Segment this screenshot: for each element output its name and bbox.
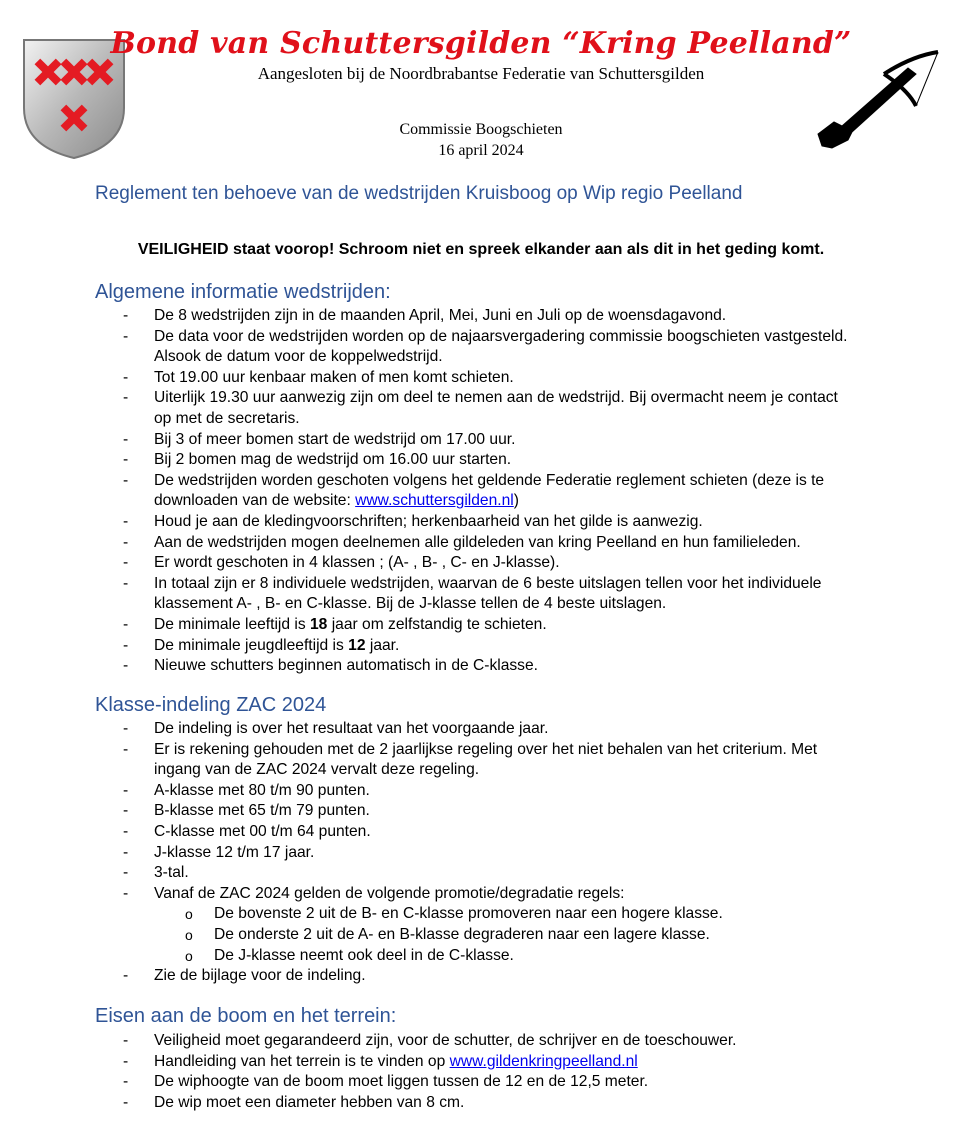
list-item: - Aan de wedstrijden mogen deelnemen alle gildeleden van kring Peelland en hun familieleden. xyxy=(0,533,854,554)
list-item: - De wip moet een diameter hebben van 8 cm. xyxy=(0,1093,854,1114)
document-date: 16 april 2024 xyxy=(438,142,524,159)
sub-list-item: o De J-klasse neemt ook deel in de C-klasse. xyxy=(0,946,854,967)
bullet-dash: - xyxy=(123,884,129,902)
bullet-dash: - xyxy=(123,389,129,407)
bullet-dash: - xyxy=(123,1093,129,1111)
bullet-dash: - xyxy=(123,307,129,324)
section-heading-general: Algemene informatie wedstrijden: xyxy=(95,281,391,303)
bullet-dash: - xyxy=(123,720,129,737)
bullet-dash: - xyxy=(123,368,129,386)
bullet-circle: o xyxy=(185,947,193,964)
website-link-gildenkringpeelland[interactable]: www.gildenkringpeelland.nl xyxy=(449,1052,638,1070)
bullet-dash: - xyxy=(123,802,129,820)
tree-terrain-list xyxy=(0,1031,854,1113)
list-item: - Bij 2 bomen mag de wedstrijd om 16.00 uur starten. xyxy=(0,450,854,471)
commission-name: Commissie Boogschieten xyxy=(399,121,563,138)
section-heading-class-division: Klasse-indeling ZAC 2024 xyxy=(95,694,327,716)
list-item: - Bij 3 of meer bomen start de wedstrijd om 17.00 uur. xyxy=(0,430,854,451)
bullet-dash: - xyxy=(123,615,129,633)
class-division-list xyxy=(0,719,854,987)
list-item: - C-klasse met 00 t/m 64 punten. xyxy=(0,822,854,843)
list-item: - Zie de bijlage voor de indeling. xyxy=(0,966,854,987)
list-item: - B-klasse met 65 t/m 79 punten. xyxy=(0,801,854,822)
list-item: - De 8 wedstrijden zijn in de maanden April, Mei, Juni en Juli op de woensdagavond. xyxy=(0,306,854,327)
bullet-dash: - xyxy=(123,781,129,799)
list-item: - In totaal zijn er 8 individuele wedstrijden, waarvan de 6 beste uitslagen tellen voor het individuele klassement A- , B- en C-klasse. Bij de J-klasse tellen de 4 beste uitslagen. xyxy=(123,574,822,613)
document-title: Reglement ten behoeve van de wedstrijden Kruisboog op Wip regio Peelland xyxy=(95,183,743,204)
list-item: - De wedstrijden worden geschoten volgens het geldende Federatie reglement schieten (deze is te downloaden van de website: www.schuttersgilden.nl) xyxy=(123,471,825,510)
bullet-dash: - xyxy=(123,471,129,489)
list-item: - A-klasse met 80 t/m 90 punten. xyxy=(0,781,854,802)
general-info-list xyxy=(0,306,854,677)
bullet-dash: - xyxy=(123,636,129,654)
list-item: - Uiterlijk 19.30 uur aanwezig zijn om deel te nemen aan de wedstrijd. Bij overmacht neem je contact op met de secretaris. xyxy=(123,389,838,427)
list-item: - 3-tal. xyxy=(0,863,854,884)
bullet-dash: - xyxy=(123,512,129,530)
bullet-dash: - xyxy=(123,822,129,840)
list-item: - Veiligheid moet gegarandeerd zijn, voor de schutter, de schrijver en de toeschouwer. xyxy=(0,1031,854,1052)
bullet-dash: - xyxy=(123,1073,129,1091)
list-item: - De wiphoogte van de boom moet liggen tussen de 12 en de 12,5 meter. xyxy=(0,1072,854,1093)
list-item: - Er is rekening gehouden met de 2 jaarlijkse regeling over het niet behalen van het criterium. Met ingang van de ZAC 2024 vervalt deze regeling. xyxy=(123,740,818,779)
bullet-circle: o xyxy=(185,906,193,923)
bullet-circle: o xyxy=(185,926,193,943)
commission-block xyxy=(0,119,962,161)
list-item: - Tot 19.00 uur kenbaar maken of men komt schieten. xyxy=(0,368,854,389)
list-item: - Er wordt geschoten in 4 klassen ; (A- , B- , C- en J-klasse). xyxy=(0,553,854,574)
bullet-dash: - xyxy=(123,843,129,861)
list-item: - De minimale leeftijd is 18 jaar om zelfstandig te schieten. xyxy=(0,615,854,636)
organization-title: Bond van Schuttersgilden “Kring Peelland” xyxy=(110,26,852,61)
organization-subtitle: Aangesloten bij de Noordbrabantse Federatie van Schuttersgilden xyxy=(257,64,705,83)
bullet-dash: - xyxy=(123,574,129,592)
list-item: - Handleiding van het terrein is te vinden op www.gildenkringpeelland.nl xyxy=(0,1052,854,1073)
bullet-dash: - xyxy=(123,430,129,448)
section-heading-tree-terrain: Eisen aan de boom en het terrein: xyxy=(95,1005,397,1027)
list-item: - Vanaf de ZAC 2024 gelden de volgende promotie/degradatie regels: xyxy=(0,884,854,905)
list-item: - De indeling is over het resultaat van het voorgaande jaar. xyxy=(0,719,854,740)
bullet-dash: - xyxy=(123,554,129,572)
bullet-dash: - xyxy=(123,451,129,469)
list-item: - Houd je aan de kledingvoorschriften; herkenbaarheid van het gilde is aanwezig. xyxy=(0,512,854,533)
bullet-dash: - xyxy=(123,864,129,882)
sub-list-item: o De bovenste 2 uit de B- en C-klasse promoveren naar een hogere klasse. xyxy=(0,904,854,925)
bullet-dash: - xyxy=(123,967,129,985)
bullet-dash: - xyxy=(123,740,129,758)
sub-list-item: o De onderste 2 uit de A- en B-klasse degraderen naar een lagere klasse. xyxy=(0,925,854,946)
bullet-dash: - xyxy=(123,327,129,345)
bullet-dash: - xyxy=(123,533,129,551)
bullet-dash: - xyxy=(123,657,129,675)
safety-notice: VEILIGHEID staat voorop! Schroom niet en spreek elkander aan als dit in het geding komt. xyxy=(137,241,825,258)
bullet-dash: - xyxy=(123,1052,129,1070)
list-item: - Nieuwe schutters beginnen automatisch in de C-klasse. xyxy=(0,656,854,677)
list-item: - De minimale jeugdleeftijd is 12 jaar. xyxy=(0,636,854,657)
list-item: - De data voor de wedstrijden worden op de najaarsvergadering commissie boogschieten vastgesteld. Alsook de datum voor de koppelwedstrijd. xyxy=(123,327,848,366)
list-item: - J-klasse 12 t/m 17 jaar. xyxy=(0,843,854,864)
bullet-dash: - xyxy=(123,1032,129,1049)
website-link-schuttersgilden[interactable]: www.schuttersgilden.nl xyxy=(355,492,514,510)
